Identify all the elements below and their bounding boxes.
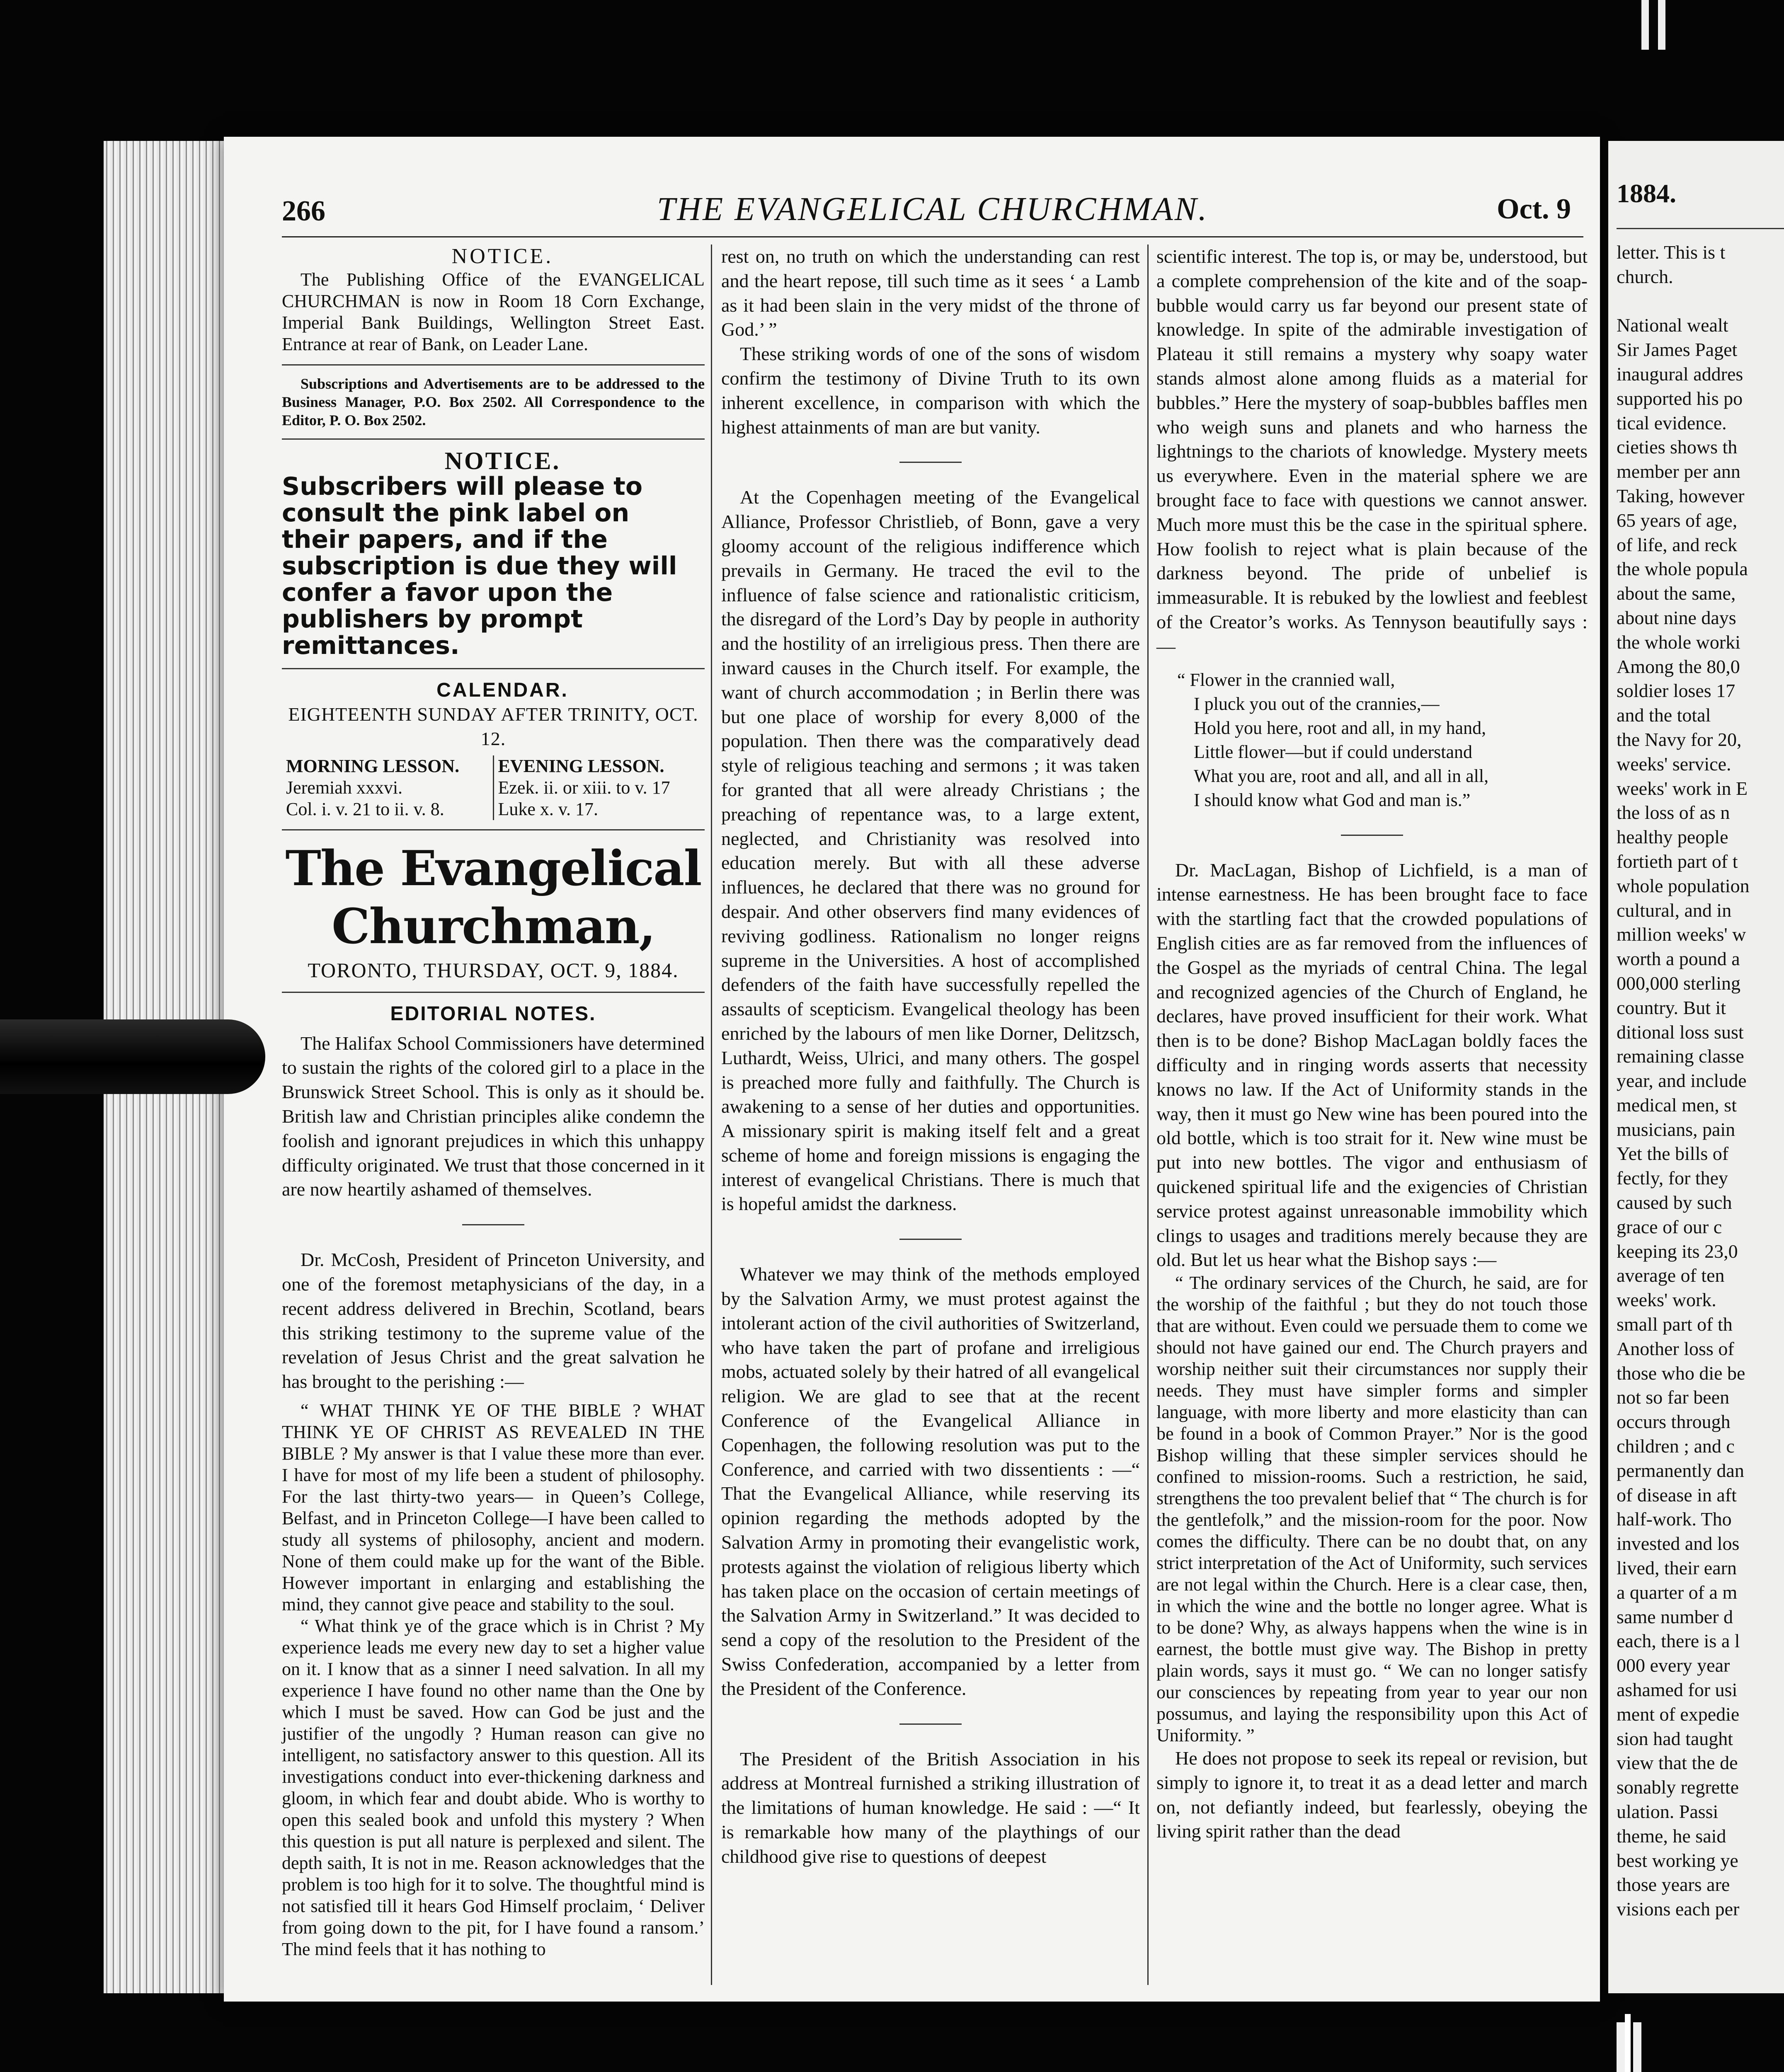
facing-text-line: those years are (1617, 1874, 1730, 1895)
divider (282, 364, 705, 366)
facing-text-line: Sir James Paget (1617, 339, 1738, 361)
calendar-heading: CALENDAR. (436, 679, 569, 701)
facing-text-line: half-work. Tho (1617, 1508, 1732, 1530)
paragraph-continued: rest on, no truth on which the understanding can rest and the heart repose, till such time as it sees ‘ a Lamb as it had been slain in the very midst of the throne of God.’ ” (721, 246, 1140, 340)
paragraph-continued: scientific interest. The top is, or may be, understood, but a complete comprehension of the kite and of the soap-bubble would carry us far beyond our present state of knowledge. In spite of the admirable investigation of Plateau it still remains a mystery why soapy water stands almost alone among fluids as a material for bubbles.” Here the mystery of soap-bubbles baffles men who weigh suns and planets and who harness the lightnings to the chariots of knowledge. Mystery meets us everywhere. Even in the material sphere we are brought face to face with questions we cannot answer. Much more must this be the case in the spiritual sphere. How foolish to reject what is plain because of the darkness beyond. The pride of unbelief is immeasurable. It is rebuked by the lowliest and feeblest of the Creator’s works. As Tennyson beautifully says :— (1156, 246, 1588, 657)
column-2 (721, 244, 1140, 1985)
paragraph-striking-words: These striking words of one of the sons of wisdom confirm the testimony of Divine Truth to its own inherent excellence, in comparison with which the highest attainments of man are but vanity. (721, 343, 1140, 438)
facing-text-line: visions each per (1617, 1898, 1740, 1920)
facing-text-line: of life, and reck (1617, 534, 1738, 555)
facing-text-line: whole population (1617, 875, 1750, 896)
facing-text-line: same number d (1617, 1606, 1733, 1627)
facing-page (1608, 141, 1784, 1993)
facing-text-line: best working ye (1617, 1849, 1738, 1871)
paragraph-copenhagen: At the Copenhagen meeting of the Evangelical Alliance, Professor Christlieb, of Bonn, gave a very gloomy account of the religious indifference which prevails in Germany. He traced the evil to the influence of false science and rationalistic criticism, the disregard of the Lord’s Day by people in authority and the hostility of an irreligious press. Then there are inward causes in the Church itself. For example, the want of church accommodation ; in Berlin there was but one place of worship for every 8,000 of the population. Then there was the comparatively dead style of religious teaching and sermons ; it was taken for granted that all were already Christians ; the preaching of repentance was, to a large extent, neglected, and Christianity was resolved into education merely. But with all these adverse influences, he declared that there was no ground for despair. And other observers find many evidences of reviving godliness. Rationalism no longer reigns supreme in the Universities. A host of accomplished defenders of the faith have successfully repelled the assaults of scepticism. Evangelical theology has been enriched by the labours of men like Dorner, Delitzsch, Luthardt, Weiss, Ulrici, and many others. The gospel is preached more fully and faithfully. The Church is awakening to a sense of her duties and opportunities. A missionary spirit is making itself felt and a great scheme of home and foreign missions is engaging the interest of evangelical Christians. There is much that is hopeful amidst the darkness. (721, 487, 1140, 1215)
facing-text-line: and the total (1617, 704, 1711, 726)
facing-text-line: keeping its 23,0 (1617, 1240, 1738, 1262)
scan-artifact (1641, 0, 1649, 50)
facing-text-line: Among the 80,0 (1617, 656, 1740, 677)
facing-text-line: average of ten (1617, 1265, 1725, 1286)
editorial-heading: EDITORIAL NOTES. (390, 1002, 596, 1025)
facing-text-line: remaining classe (1617, 1046, 1744, 1067)
column-rule (711, 244, 712, 1985)
facing-text-line: Yet the bills of (1617, 1143, 1729, 1164)
header-date: Oct. 9 (1497, 193, 1571, 225)
subscriptions-text: Subscriptions and Advertisements are to be addressed to the Business Manager, P.O. Box 2502. All Correspondence to the Editor, P. O. Box 2502. (282, 375, 705, 428)
page-header (282, 182, 1583, 237)
section-rule (899, 1723, 962, 1725)
facing-text-line: country. But it (1617, 997, 1726, 1018)
facing-text-line: soldier loses 17 (1617, 680, 1736, 702)
poem-line: Hold you here, root and all, in my hand, (1194, 717, 1486, 738)
notice-heading: NOTICE. (451, 244, 554, 268)
divider (282, 438, 705, 440)
facing-text-line: sonably regrette (1617, 1777, 1739, 1798)
facing-text-line: inaugural addres (1617, 363, 1743, 385)
facing-text-line: 000 every year (1617, 1655, 1730, 1676)
facing-text-line: weeks' work. (1617, 1289, 1716, 1311)
paragraph-quote-1: “ WHAT THINK YE OF THE BIBLE ? WHAT THINK YE OF CHRIST AS REVEALED IN THE BIBLE ? My answer is that I value these more than ever. I have for most of my life been a student of philosophy. For the last thirty-two years— in Queen’s College, Belfast, and in Princeton College—I have been called to study all systems of philosophy, ancient and modern. None of them could make up for the want of the Bible. However important in enlarging and establishing the mind, they cannot give peace and stability to the soul. (282, 1400, 705, 1615)
morning-lesson-2: Col. i. v. 21 to ii. v. 8. (286, 799, 444, 819)
facing-text-line: million weeks' w (1617, 924, 1746, 945)
facing-text-line: small part of th (1617, 1314, 1733, 1335)
facing-text-line: the loss of as n (1617, 802, 1730, 823)
facing-text-line: occurs through (1617, 1411, 1731, 1433)
facing-text-line: Taking, however (1617, 485, 1745, 506)
facing-text-line: 000,000 sterling (1617, 972, 1740, 994)
column-3 (1156, 244, 1588, 1985)
paragraph-mccosh: Dr. McCosh, President of Princeton University, and one of the foremost metaphysicians of the day, in a recent address delivered in Brechin, Scotland, bears this striking testimony to the supreme value of the revelation of Jesus Christ and the great salvation he has brought to the perishing :— (282, 1249, 705, 1392)
evening-lesson-heading: EVENING LESSON. (498, 755, 664, 776)
facing-text-line: invested and los (1617, 1533, 1740, 1554)
facing-text-line: year, and include (1617, 1070, 1747, 1092)
dateline: TORONTO, THURSDAY, OCT. 9, 1884. (308, 958, 679, 982)
facing-text-line: caused by such (1617, 1192, 1732, 1213)
evening-lesson (493, 755, 705, 820)
facing-text-line: children ; and c (1617, 1435, 1735, 1457)
facing-text-line: cultural, and in (1617, 899, 1732, 921)
facing-page-number: 1884. (1617, 179, 1676, 208)
facing-text-line: the Navy for 20, (1617, 729, 1742, 750)
facing-text-line: musicians, pain (1617, 1118, 1736, 1140)
facing-text-line: theme, he said (1617, 1825, 1726, 1847)
poem-line: Little flower—but if could understand (1194, 741, 1473, 762)
section-rule (462, 1224, 524, 1225)
divider (282, 668, 705, 669)
facing-text-line: cieties shows th (1617, 436, 1738, 458)
poem-line: What you are, root and all, and all in all, (1194, 765, 1489, 786)
poem-line: I should know what God and man is.” (1194, 789, 1471, 810)
morning-lesson-1: Jeremiah xxxvi. (286, 777, 403, 798)
facing-text-line: weeks' work in E (1617, 777, 1748, 799)
facing-text-line: permanently dan (1617, 1460, 1744, 1481)
facing-text-line: healthy people (1617, 826, 1728, 848)
scan-artifact (1625, 2014, 1631, 2072)
facing-text-line: not so far been (1617, 1387, 1730, 1408)
notice2-heading: NOTICE. (444, 447, 561, 474)
facing-header-rule (1617, 228, 1784, 229)
facing-text-line: worth a pound a (1617, 948, 1740, 970)
evening-lesson-2: Luke x. v. 17. (498, 799, 599, 819)
divider (282, 829, 705, 830)
masthead: The Evangelical Churchman, (285, 840, 701, 955)
section-rule (899, 462, 962, 463)
newspaper-title: THE EVANGELICAL CHURCHMAN. (657, 191, 1208, 228)
facing-text-line: Another loss of (1617, 1338, 1734, 1359)
paragraph-halifax: The Halifax School Commissioners have determined to sustain the rights of the colored girl to a place in the Brunswick Street School. This is only as it should be. British law and Christian principles alike condemn the foolish and ignorant prejudices in which this unhappy difficulty originated. We trust that those concerned in it are now heartily ashamed of themselves. (282, 1032, 705, 1200)
facing-text-line: ditional loss sust (1617, 1021, 1744, 1043)
evening-lesson-1: Ezek. ii. or xiii. to v. 17 (498, 777, 670, 798)
notice2-text: Subscribers will please to consult the pink label on their papers, and if the subscription is due they will confer a favor upon the publishers by prompt remittances. (282, 472, 677, 660)
divider (282, 992, 705, 993)
facing-text-line: National wealt (1617, 315, 1728, 336)
poem-line: I pluck you out of the crannies,— (1194, 693, 1440, 714)
facing-text-line: those who die be (1617, 1362, 1745, 1384)
facing-text-line: grace of our c (1617, 1216, 1722, 1237)
facing-text-line: fortieth part of t (1617, 850, 1738, 872)
newspaper-page (224, 137, 1600, 2002)
facing-text-line: of disease in aft (1617, 1484, 1737, 1506)
facing-text-line: each, there is a l (1617, 1630, 1740, 1652)
thumb-shadow (0, 1019, 265, 1094)
paragraph-salvation-army: Whatever we may think of the methods employed by the Salvation Army, we must protest against the intolerant action of the civil authorities of Switzerland, who have taken the part of profane and irreligious mobs, actuated solely by their hatred of all evangelical religion. We are glad to see that at the recent Conference of the Evangelical Alliance in Copenhagen, the following resolution was put to the Conference, and carried with two dissentients : —“ That the Evangelical Alliance, while reserving its opinion regarding the methods adopted by the Salvation Army in promoting their evangelistic work, protests against the violation of religious liberty which has taken place on the occasion of certain meetings of the Salvation Army in Switzerland.” It was decided to send a copy of the resolution to the President of the Swiss Confederation, accompanied by a letter from the President of the Conference. (721, 1264, 1140, 1699)
tennyson-poem (1177, 668, 1588, 812)
scan-artifact (1658, 0, 1665, 50)
morning-lesson-heading: MORNING LESSON. (286, 755, 460, 776)
facing-text-line: church. (1617, 266, 1673, 287)
facing-text-line: tical evidence. (1617, 412, 1727, 433)
facing-text-line: 65 years of age, (1617, 509, 1738, 531)
facing-text-line: view that the de (1617, 1752, 1738, 1774)
facing-text-line: sion had taught (1617, 1728, 1733, 1749)
facing-text-line: supported his po (1617, 387, 1743, 409)
paragraph-quote-2: “ What think ye of the grace which is in Christ ? My experience leads me every new day to set a higher value on it. I know that as a sinner I need salvation. In all my experience I have found no other name than the One by which I must be saved. How can God be just and the justifier of the ungodly ? Human reason can give no intelligent, no satisfactory answer to this question. All its investigations conduct into ever-thickening darkness and gloom, in which fear and doubt abide. Who is worthy to open this sealed book and unfold this mystery ? When this question is put all nature is perplexed and silent. The depth saith, It is not in me. Reason acknowledges that the problem is too high for it to solve. The thoughtful mind is not satisfied till it hears God Himself proclaim, ‘ Deliver from going down to the pit, for I have found a ransom.’ The mind feels that it has nothing to (282, 1615, 705, 1959)
scan-artifact (1617, 2022, 1625, 2072)
lessons-table (282, 755, 705, 820)
facing-text-line: fectly, for they (1617, 1167, 1728, 1189)
facing-text-line: about the same, (1617, 583, 1736, 604)
facing-text-line: letter. This is t (1617, 242, 1726, 263)
facing-text-line: weeks' service. (1617, 753, 1731, 775)
facing-text-line: about nine days (1617, 607, 1736, 628)
facing-text-line: member per ann (1617, 461, 1740, 482)
facing-text-line: ulation. Passi (1617, 1801, 1719, 1822)
morning-lesson (282, 755, 493, 820)
facing-text-line: ment of expedie (1617, 1703, 1740, 1725)
paragraph-ordinary-services: “ The ordinary services of the Church, he said, are for the worship of the faithful ; but they do not touch those that are without. Even could we persuade them to come we should not have gained our end. The Church prayers and worship neither suit their circumstances nor supply their needs. They must have simpler forms and simpler language, with more liberty and more elasticity than can be found in a book of Common Prayer.” Nor is the good Bishop willing that these simpler services should he confined to mission-rooms. Such a restriction, he said, strengthens the too prevalent belief that “ The church is for the gentlefolk,” and the mission-room for the poor. Now comes the difficulty. There can be no doubt that, on any strict interpretation of the Act of Uniformity, such services are not legal within the Church. Here is a clear case, then, in which the wine and the bottle no longer agree. What is to be done? Why, as always happens when the wine is in earnest, the bottle must give way. The Bishop in pretty plain words, says it must go. “ We can no longer satisfy our consciences by repeating from year to year our non possumus, and laying the responsibility upon this Act of Uniformity. ” (1156, 1273, 1588, 1746)
facing-text-line: the whole worki (1617, 631, 1740, 653)
facing-text-line: medical men, st (1617, 1094, 1737, 1116)
page-number: 266 (282, 195, 325, 227)
calendar-sunday: EIGHTEENTH SUNDAY AFTER TRINITY, OCT. 12. (288, 704, 698, 750)
column-rule (1147, 244, 1149, 1985)
paragraph-maclagan: Dr. MacLagan, Bishop of Lichfield, is a man of intense earnestness. He has been brought face to face with the startling fact that the crowded populations of English cities are as far removed from the influences of the Gospel as the myriads of central China. The legal and recognized agencies of the Church of England, he declares, have proved insufficient for their work. What then is to be done? Bishop MacLagan boldly faces the difficulty and in ringing words asserts that necessity knows no law. If the Act of Uniformity stands in the way, then it must go New wine has been poured into the old bottle, which is too strait for it. New wine must be put into new bottles. The vigor and enthusiasm of quickened spiritual life and the exigencies of Christian service protest against unreasonable immobility which clings to usages and traditions merely because they are old. But let us hear what the Bishop says :— (1156, 859, 1588, 1271)
notice-text: The Publishing Office of the EVANGELICAL CHURCHMAN is now in Room 18 Corn Exchange, Imperial Bank Buildings, Wellington Street East. Entrance at rear of Bank, on Leader Lane. (282, 269, 705, 354)
paragraph-propose: He does not propose to seek its repeal or revision, but simply to ignore it, to treat it as a dead letter and march on, not defiantly indeed, but fearlessly, obeying the living spirit rather than the dead (1156, 1748, 1588, 1842)
paragraph-british-association: The President of the British Association in his address at Montreal furnished a striking illustration of the limitations of human knowledge. He said : —“ It is remarkable how many of the playthings of our childhood give rise to questions of deepest (721, 1748, 1140, 1867)
facing-text-line (1617, 289, 1784, 314)
section-rule (899, 1239, 962, 1240)
facing-text-line: a quarter of a m (1617, 1581, 1738, 1603)
scan-artifact (1633, 2022, 1641, 2072)
facing-text-line: lived, their earn (1617, 1557, 1737, 1579)
facing-text-line: ashamed for usi (1617, 1679, 1738, 1701)
section-rule (1341, 835, 1403, 836)
facing-text-line: the whole popula (1617, 558, 1748, 580)
poem-line: “ Flower in the crannied wall, (1177, 669, 1395, 690)
facing-page-text (1617, 240, 1784, 1922)
column-1 (282, 244, 705, 1985)
